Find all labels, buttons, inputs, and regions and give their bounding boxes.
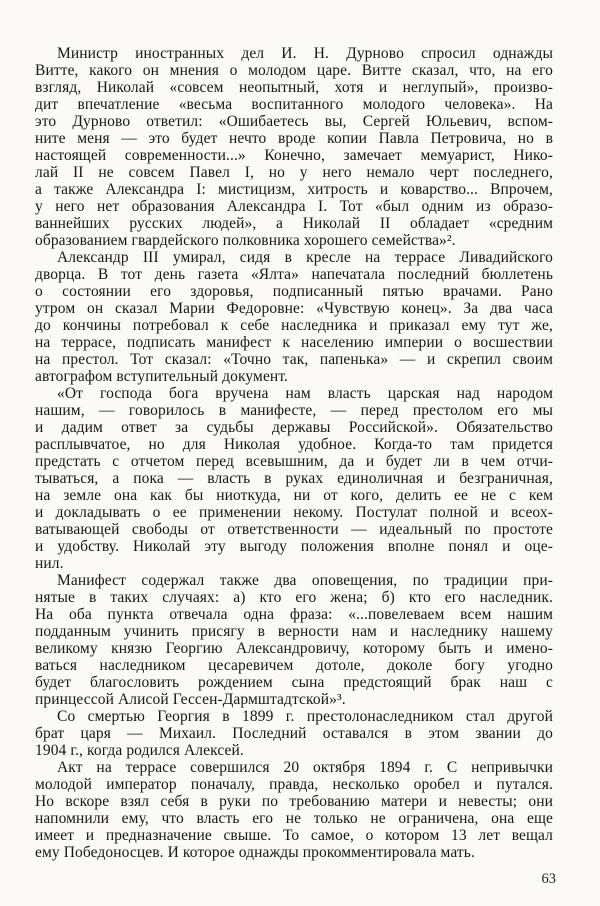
- text-line: предстать с отчетом перед всевышним, да и будет ли в чем отчи-: [35, 453, 553, 470]
- text-line: образованием гвардейского полковника хорошего семейства»².: [35, 232, 456, 249]
- text-line: расплывчатое, но для Николая удобное. Когда-то там придется: [35, 436, 553, 453]
- text-line: ните меня — это будет нечто вроде копии Павла Петровича, но в: [35, 130, 553, 147]
- text-line: на террасе, подписать манифест к населению империи о восшествии: [35, 334, 553, 351]
- text-line: ваться наследником цесаревичем дотоле, доколе богу угодно: [35, 657, 553, 674]
- text-line: Манифест содержал также два оповещения, по традиции при-: [57, 572, 553, 589]
- paragraph: [35, 759, 553, 861]
- text-line: настоящей современности...» Конечно, замечает мемуарист, Нико-: [35, 147, 553, 164]
- text-line: и удобству. Николай эту выгоду положения вполне понял и оце-: [35, 538, 553, 555]
- page-number: 63: [541, 871, 556, 887]
- text-block: [35, 45, 553, 861]
- text-line: дворца. В тот день газета «Ялта» напечатала последний бюллетень: [35, 266, 553, 283]
- text-line: имеет и предназначение свыше. То самое, о котором 13 лет вещал: [35, 827, 553, 844]
- text-line: тываться, а пока — власть в руках единоличная и безграничная,: [35, 470, 553, 487]
- text-line: до кончины потребовал к себе наследника и приказал ему тут же,: [35, 317, 553, 334]
- text-line: на престол. Тот сказал: «Точно так, папенька» — и скрепил своим: [35, 351, 553, 368]
- text-line: и дадим ответ за судьбы державы Российской». Обязательство: [35, 419, 553, 436]
- paragraph: [35, 45, 553, 249]
- text-line: Со смертью Георгия в 1899 г. престолонаследником стал другой: [57, 708, 553, 725]
- text-line: у него нет образования Александра I. Тот «был одним из образо-: [35, 198, 553, 215]
- text-line: на земле она как бы ниоткуда, ни от кого, делить ее не с кем: [35, 487, 553, 504]
- text-line: ваннейших русских людей», а Николай II обладает «средним: [35, 215, 553, 232]
- text-line: а также Александра I: мистицизм, хитрость и коварство... Впрочем,: [35, 181, 553, 198]
- text-line: будет благословить рождением сына предстоящий брак наш с: [35, 674, 553, 691]
- text-line: и докладывать о ее применении некому. Постулат полной и всеох-: [35, 504, 553, 521]
- text-line: подданным учинить присягу в верности нам и наследнику нашему: [35, 623, 553, 640]
- text-line: автографом вступительный документ.: [35, 368, 289, 385]
- text-line: Акт на террасе совершился 20 октября 1894 г. С непривычки: [57, 759, 553, 776]
- paragraph: [35, 572, 553, 708]
- text-line: взгляд, Николай «совсем неопытный, хотя и неглупый», произво-: [35, 79, 553, 96]
- text-line: Но вскоре взял себя в руки по требованию матери и невесты; они: [35, 793, 553, 810]
- text-line: ватывающей свободы от ответственности — идеальный по простоте: [35, 521, 553, 538]
- text-line: это Дурново ответил: «Ошибаетесь вы, Сергей Юльевич, вспом-: [35, 113, 553, 130]
- paragraph: [35, 708, 553, 759]
- text-line: Министр иностранных дел И. Н. Дурново спросил однажды: [57, 45, 553, 62]
- text-line: напомнили ему, что власть его не только не ограничена, она еще: [35, 810, 553, 827]
- text-line: утром он сказал Марии Федоровне: «Чувствую конец». За два часа: [35, 300, 553, 317]
- paragraph: [35, 385, 553, 572]
- text-line: брат царя — Михаил. Последний оставался в этом звании до: [35, 725, 553, 742]
- text-line: Александр III умирал, сидя в кресле на террасе Ливадийского: [57, 249, 553, 266]
- text-line: великому князю Георгию Александровичу, которому быть и имено-: [35, 640, 553, 657]
- text-line: о состоянии его здоровья, подписанный пятью врачами. Рано: [35, 283, 553, 300]
- text-line: молодой император поначалу, правда, несколько оробел и путался.: [35, 776, 553, 793]
- text-line: принцессой Алисой Гессен-Дармштадтской»³.: [35, 691, 346, 708]
- text-line: нил.: [35, 555, 64, 572]
- text-line: На оба пункта отвечала одна фраза: «...повелеваем всем нашим: [35, 606, 553, 623]
- text-line: лай II не совсем Павел I, но у него немало черт последнего,: [35, 164, 553, 181]
- text-line: Витте, какого он мнения о молодом царе. Витте сказал, что, на его: [35, 62, 553, 79]
- text-line: нятые в таких случаях: а) кто его жена; б) кто его наследник.: [35, 589, 553, 606]
- paragraph: [35, 249, 553, 385]
- text-line: ему Победоносцев. И которое однажды прокомментировала мать.: [35, 844, 475, 861]
- text-line: «От господа бога вручена нам власть царская над народом: [57, 385, 553, 402]
- text-line: нашим, — говорилось в манифесте, — перед престолом его мы: [35, 402, 553, 419]
- text-line: дит впечатление «весьма воспитанного молодого человека». На: [35, 96, 553, 113]
- text-line: 1904 г., когда родился Алексей.: [35, 742, 244, 759]
